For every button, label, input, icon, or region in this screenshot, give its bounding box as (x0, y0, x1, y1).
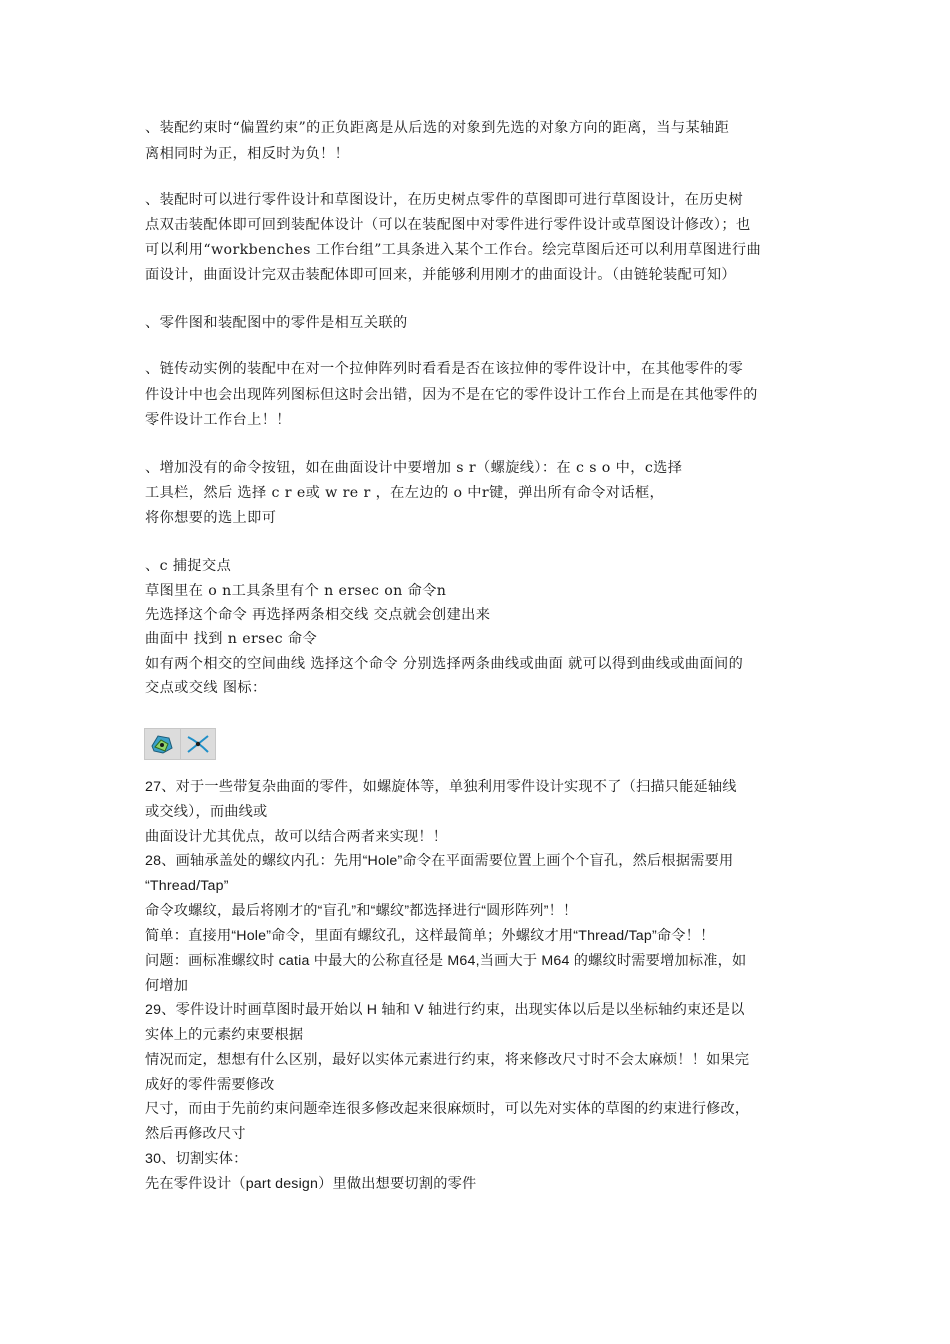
paragraph-line: 先在零件设计（part design）里做出想要切割的零件 (145, 1176, 477, 1192)
paragraph-line: 零件设计工作台上！！ (145, 412, 291, 428)
paragraph-line: 可以利用“workbenches 工作台组”工具条进入某个工作台。绘完草图后还可以利用草图进行曲 (145, 242, 762, 258)
paragraph-line: 、增加没有的命令按钮，如在曲面设计中要增加 s r（螺旋线）：在 c s o 中，c选择 (145, 460, 683, 476)
paragraph-line: 点双击装配体即可回到装配体设计（可以在装配图中对零件进行零件设计或草图设计修改）；也 (145, 217, 751, 233)
surface-intersect-icon (145, 729, 181, 759)
paragraph-line: 、装配约束时“偏置约束”的正负距离是从后选的对象到先选的对象方向的距离，当与某轴距 (145, 120, 730, 136)
paragraph-line: 如有两个相交的空间曲线 选择这个命令 分别选择两条曲线或曲面 就可以得到曲线或曲面间的 (145, 656, 744, 672)
paragraph-line: 何增加 (145, 978, 189, 994)
paragraph-line: 草图里在 o n工具条里有个 n ersec on 命令n (145, 583, 447, 599)
paragraph-line: 曲面中 找到 n ersec 命令 (145, 631, 318, 647)
paragraph-line: 问题：画标准螺纹时 catia 中最大的公称直径是 M64,当画大于 M64 的螺纹时需要增加标准，如 (145, 953, 747, 969)
paragraph-line: 然后再修改尺寸 (145, 1126, 246, 1142)
paragraph-line: 交点或交线 图标： (145, 680, 267, 696)
paragraph-line: 件设计中也会出现阵列图标但这时会出错，因为不是在它的零件设计工作台上而是在其他零件的 (145, 387, 758, 403)
icon-strip (144, 728, 216, 760)
paragraph-line: 或交线），而曲线或 (145, 804, 268, 820)
paragraph-line: 实体上的元素约束要根据 (145, 1027, 304, 1043)
paragraph-line: 情况而定，想想有什么区别，最好以实体元素进行约束，将来修改尺寸时不会太麻烦！！如果完 (145, 1052, 750, 1068)
paragraph-line: 、零件图和装配图中的零件是相互关联的 (145, 315, 408, 331)
paragraph-line: 成好的零件需要修改 (145, 1077, 275, 1093)
paragraph-line: 离相同时为正，相反时为负！！ (145, 146, 350, 162)
paragraph-line: 面设计，曲面设计完双击装配体即可回来，并能够利用刚才的曲面设计。（由链轮装配可知） (145, 267, 736, 283)
paragraph-line: 曲面设计尤其优点，故可以结合两者来实现！！ (145, 829, 448, 845)
curve-intersection-icon (181, 729, 216, 759)
paragraph-line: 简单：直接用“Hole”命令，里面有螺纹孔，这样最简单；外螺纹才用“Thread/Tap”命令！！ (145, 928, 715, 944)
paragraph-line: “Thread/Tap” (145, 878, 229, 894)
paragraph-line: 27、对于一些带复杂曲面的零件，如螺旋体等，单独利用零件设计实现不了（扫描只能延轴线 (145, 779, 737, 795)
paragraph-line: 30、切割实体： (145, 1151, 248, 1167)
paragraph-line: 、链传动实例的装配中在对一个拉伸阵列时看看是否在该拉伸的零件设计中，在其他零件的零 (145, 361, 744, 377)
paragraph-line: 、装配时可以进行零件设计和草图设计，在历史树点零件的草图即可进行草图设计，在历史树 (145, 192, 744, 208)
paragraph-line: 命令攻螺纹，最后将刚才的“盲孔”和“螺纹”都选择进行“圆形阵列”！！ (145, 903, 578, 919)
paragraph-line: 28、画轴承盖处的螺纹内孔：先用“Hole”命令在平面需要位置上画个个盲孔，然后根据需要用 (145, 853, 734, 869)
paragraph-line: 工具栏，然后 选择 c r e或 w re r ，在左边的 o 中r键，弹出所有命令对话框， (145, 485, 665, 501)
paragraph-line: 尺寸，而由于先前约束问题牵连很多修改起来很麻烦时，可以先对实体的草图的约束进行修改， (145, 1101, 750, 1117)
paragraph-line: 先选择这个命令 再选择两条相交线 交点就会创建出来 (145, 607, 491, 623)
paragraph-line: 29、零件设计时画草图时最开始以 H 轴和 V 轴进行约束，出现实体以后是以坐标轴约束还是以 (145, 1002, 745, 1018)
paragraph-line: 、c 捕捉交点 (145, 558, 232, 574)
paragraph-line: 将你想要的选上即可 (145, 510, 277, 526)
